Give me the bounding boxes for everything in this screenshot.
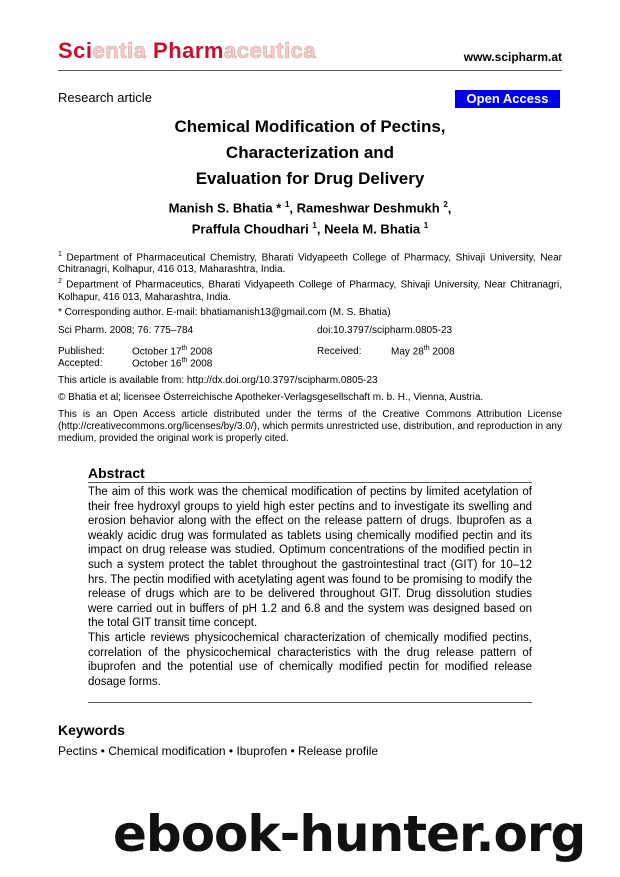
accepted-label: Accepted: [58,358,103,370]
citation: Sci Pharm. 2008; 76: 775–784 [58,325,194,336]
accepted-date [58,355,212,370]
received-date [317,343,455,358]
journal-logo [58,38,316,64]
doi: doi:10.3797/scipharm.0805-23 [317,325,453,336]
received-label: Received: [317,346,362,358]
published-sup: th [181,345,188,352]
corresponding-author: * Corresponding author. E-mail: bhatiamanish13@gmail.com (M. S. Bhatia) [58,307,391,318]
author-name: Praffula Choudhari [191,221,309,237]
title-line: Evaluation for Drug Delivery [195,169,425,188]
open-access-badge: Open Access [455,90,560,108]
abstract-bottom-rule [88,702,532,703]
logo-sci: Sci [58,38,93,63]
author-affiliation-sup: 1 [312,221,317,231]
author-name: Manish S. Bhatia * [168,200,282,216]
author-line [58,196,562,217]
availability-link[interactable]: This article is available from: http://dx.doi.org/10.3797/scipharm.0805-23 [58,375,378,386]
received-year: 2008 [429,346,455,358]
author-name: Rameshwar Deshmukh [296,200,440,216]
author-name: Neela M. Bhatia [324,221,421,237]
author-separator: , [289,200,297,216]
author-list [58,196,562,239]
title-line: Characterization and [225,143,395,162]
abstract-paragraph: The aim of this work was the chemical modification of pectins by limited acetylation of their free hydroxyl groups to yield high ester pectins and to investigate its swelling and erosion behavior along with the effect on the release pattern of drugs. Ibuprofen as a weakly acidic drug was formulated as tablets using chemically modified pectin and its impact on drug release was studied. Optimum concentrations of the modified pectin in such a system protect the tablet throughout the gastrointestinal tract (GIT) for 10–12 hrs. The pectin modified with acetylating agent was found to be promising to modify the release of drugs which are to be delivered throughout GIT. Drug dissolution studies were carried out in buffers of pH 1.2 and 6.8 and the system was designed based on the total GIT transit time concept. [88,486,532,630]
received-sup: th [423,345,430,352]
published-label: Published: [58,346,105,358]
accepted-year: 2008 [187,358,213,370]
author-separator: , [316,221,325,237]
header-divider [58,70,562,71]
author-affiliation-sup: 1 [284,200,290,209]
title-line: Chemical Modification of Pectins, [174,117,446,136]
abstract-top-rule [88,482,532,483]
keywords-heading: Keywords [58,722,125,738]
logo-pharm: Pharm [153,38,224,63]
abstract-paragraph: This article reviews physicochemical characterization of chemically modified pectins, correlation of the physicochemical characteristics with the drug release pattern of ibuprofen and the potential use of chemically modified pectin for modified release dosage forms. [88,631,532,688]
accepted-day: October 16 [132,358,182,370]
keywords-list: Pectins • Chemical modification • Ibuprofen • Release profile [58,744,379,758]
author-affiliation-sup: 2 [443,200,448,209]
author-affiliation-sup: 1 [423,221,429,231]
affiliation-number: 1 [58,251,62,258]
journal-website[interactable]: www.scipharm.at [463,50,562,64]
published-year: 2008 [187,346,213,358]
affiliations [58,249,562,304]
published-day: October 17 [132,346,182,358]
affiliation-item [58,276,562,303]
received-day: May 28 [391,346,424,358]
affiliation-number: 2 [58,278,62,286]
article-title [58,114,562,192]
license-notice: This is an Open Access article distributed under the terms of the Creative Commons Attribution License (http://creativecommons.org/licenses/by/3.0/), which permits unrestricted use, distribution, and reproduction in any medium, provided the original work is properly cited. [58,409,562,444]
affiliation-text: Department of Pharmaceutical Chemistry, Bharati Vidyapeeth College of Pharmacy, Shivaji University, Near Chitranagri, Kolhapur, 416 013, Maharashtra, India. [58,252,562,276]
accepted-sup: th [181,357,188,364]
affiliation-item [58,249,562,276]
logo-aceutica: aceutica [224,38,317,63]
copyright-notice: © Bhatia et al; licensee Österreichische Apotheker-Verlagsgesellschaft m. b. H., Vienna, Austria. [58,392,484,403]
watermark: ebook-hunter.org [113,805,586,863]
author-line [58,217,562,238]
author-separator: , [447,200,452,216]
abstract-body [88,485,532,689]
article-type: Research article [58,90,152,105]
affiliation-text: Department of Pharmaceutics, Bharati Vidyapeeth College of Pharmacy, Shivaji University, Near Chitranagri, Kolhapur, 416 013, Maharashtra, India. [58,279,562,303]
abstract-heading: Abstract [88,465,145,481]
logo-entia: entia [92,38,147,63]
